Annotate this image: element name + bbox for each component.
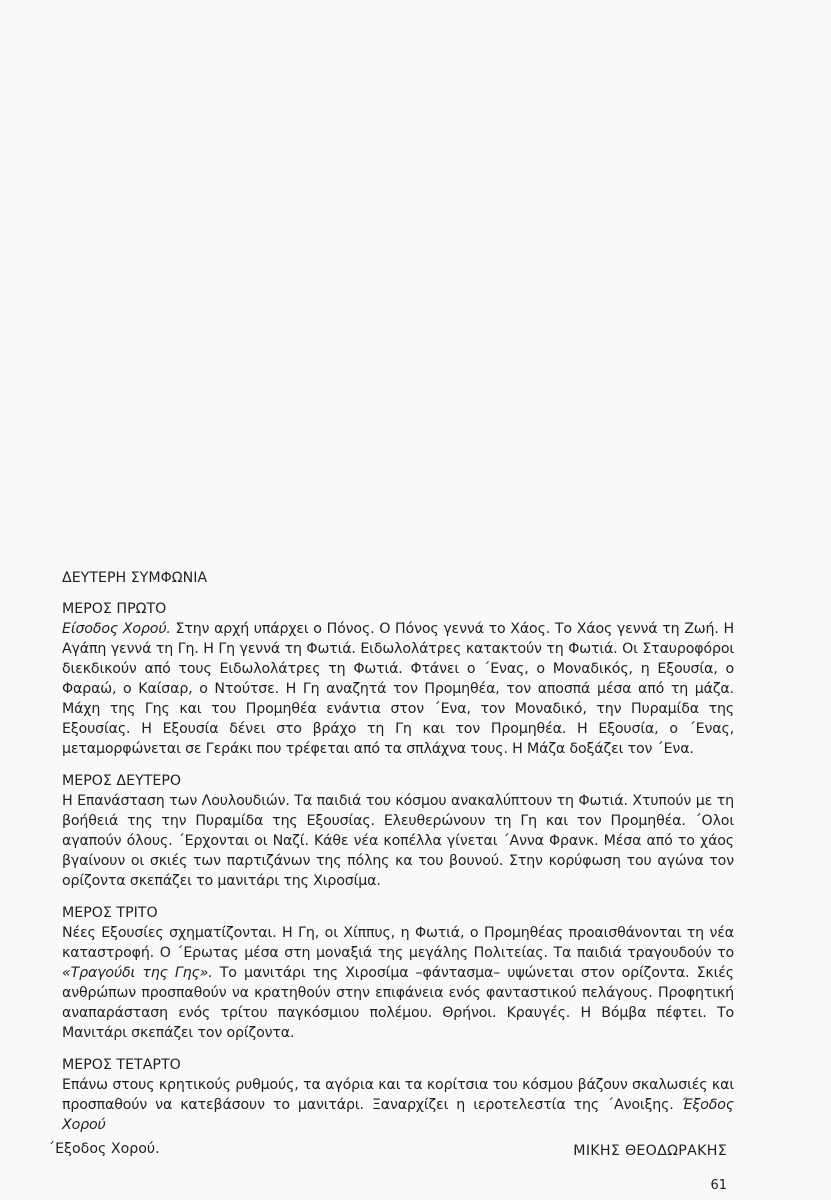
part-three-text [62,923,734,1043]
part-one-lead: Είσοδος Χορού. [62,621,171,637]
part-four-heading: ΜΕΡΟΣ ΤΕΤΑΡΤΟ [62,1057,181,1073]
part-one-heading: ΜΕΡΟΣ ΠΡΩΤΟ [62,601,167,617]
part-three-song-title: «Τραγούδι της Γης». [62,965,213,981]
part-two-heading: ΜΕΡΟΣ ΔΕΥΤΕΡΟ [62,773,182,789]
page-number: 61 [710,1178,727,1193]
part-three-body-start: Νέες Εξουσίες σχηματίζονται. Η Γη, οι Χίππυς, η Φωτιά, ο Προμηθέας προαισθάνονται τη νέα καταστροφή. Ο ΄Ερωτας μέσα στη μοναξιά της μεγάλης Πολιτείας. Τα παιδιά τραγουδούν το [62,925,734,961]
part-four-text [62,1075,734,1135]
part-one-body: Στην αρχή υπάρχει ο Πόνος. Ο Πόνος γεννά το Χάος. Το Χάος γεννά τη Ζωή. Η Αγάπη γεννά τη Γη. Η Γη γεννά τη Φωτιά. Ειδωλολάτρες κατακτούν τη Φωτιά. Οι Σταυροφόροι διεκδικούν από τους Ειδωλολάτρες τη Φωτιά. Φτάνει ο ΄Ενας, ο Μοναδικός, η Εξουσία, ο Φαραώ, ο Καίσαρ, ο Ντούτσε. Η Γη αναζητά τον Προμηθέα, τον αποσπά μέσα από τη μάζα. Μάχη της Γης και του Προμηθέα ενάντια στον ΄Ενα, τον Μοναδικό, την Πυραμίδα της Εξουσίας. Η Εξουσία δένει στο βράχο τη Γη και τον Προμηθέα. Η Εξουσία, ο ΄Ενας, μεταμορφώνεται σε Γεράκι που τρέφεται από τα σπλάχνα τους. Η Μάζα δοξάζει τον ΄Ενα. [62,621,734,757]
closing-line: ΄Εξοδος Χορού. [48,1141,160,1157]
part-one [62,599,734,759]
document-title: ΔΕΥΤΕΡΗ ΣΥΜΦΩΝΙΑ [62,570,208,586]
part-three-body-end: Το μανιτάρι της Χιροσίμα –φάντασμα– υψώνεται στον ορίζοντα. Σκιές ανθρώπων προσπαθούν να κρατηθούν στην επιφάνεια ενός φανταστικού πελάγους. Προφητική αναπαράσταση ενός τρίτου παγκόσμιου πολέμου. Θρήνοι. Κραυγές. Η Βόμβα πέφτει. Το Μανιτάρι σκεπάζει τον ορίζοντα. [62,965,734,1041]
part-one-text [62,619,734,759]
part-four [62,1055,734,1135]
page-content [62,568,734,1147]
part-four-exit: Έξοδος Χορού [62,1097,734,1133]
part-four-body: Επάνω στους κρητικούς ρυθμούς, τα αγόρια και τα κορίτσια του κόσμου βάζουν σκαλωσιές και προσπαθούν να κατεβάσουν το μανιτάρι. Ξαναρχίζει η ιεροτελεστία της ΄Ανοιξης. [62,1077,734,1113]
part-two [62,771,734,891]
part-three [62,903,734,1043]
part-three-heading: ΜΕΡΟΣ ΤΡΙΤΟ [62,905,158,921]
author-signature: ΜΙΚΗΣ ΘΕΟΔΩΡΑΚΗΣ [573,1143,727,1159]
part-two-text: Η Επανάσταση των Λουλουδιών. Τα παιδιά του κόσμου ανακαλύπτουν τη Φωτιά. Χτυπούν με τη βοήθειά της την Πυραμίδα της Εξουσίας. Ελευθερώνουν τη Γη και τον Προμηθέα. ΄Ολοι αγαπούν όλους. ΄Ερχονται οι Ναζί. Κάθε νέα κοπέλλα γίνεται ΄Αννα Φρανκ. Μέσα από το χάος βγαίνουν οι σκιές των παρτιζάνων της πόλης κα του βουνού. Στην κορύφωση του αγώνα τον ορίζοντα σκεπάζει το μανιτάρι της Χιροσίμα. [62,793,734,889]
